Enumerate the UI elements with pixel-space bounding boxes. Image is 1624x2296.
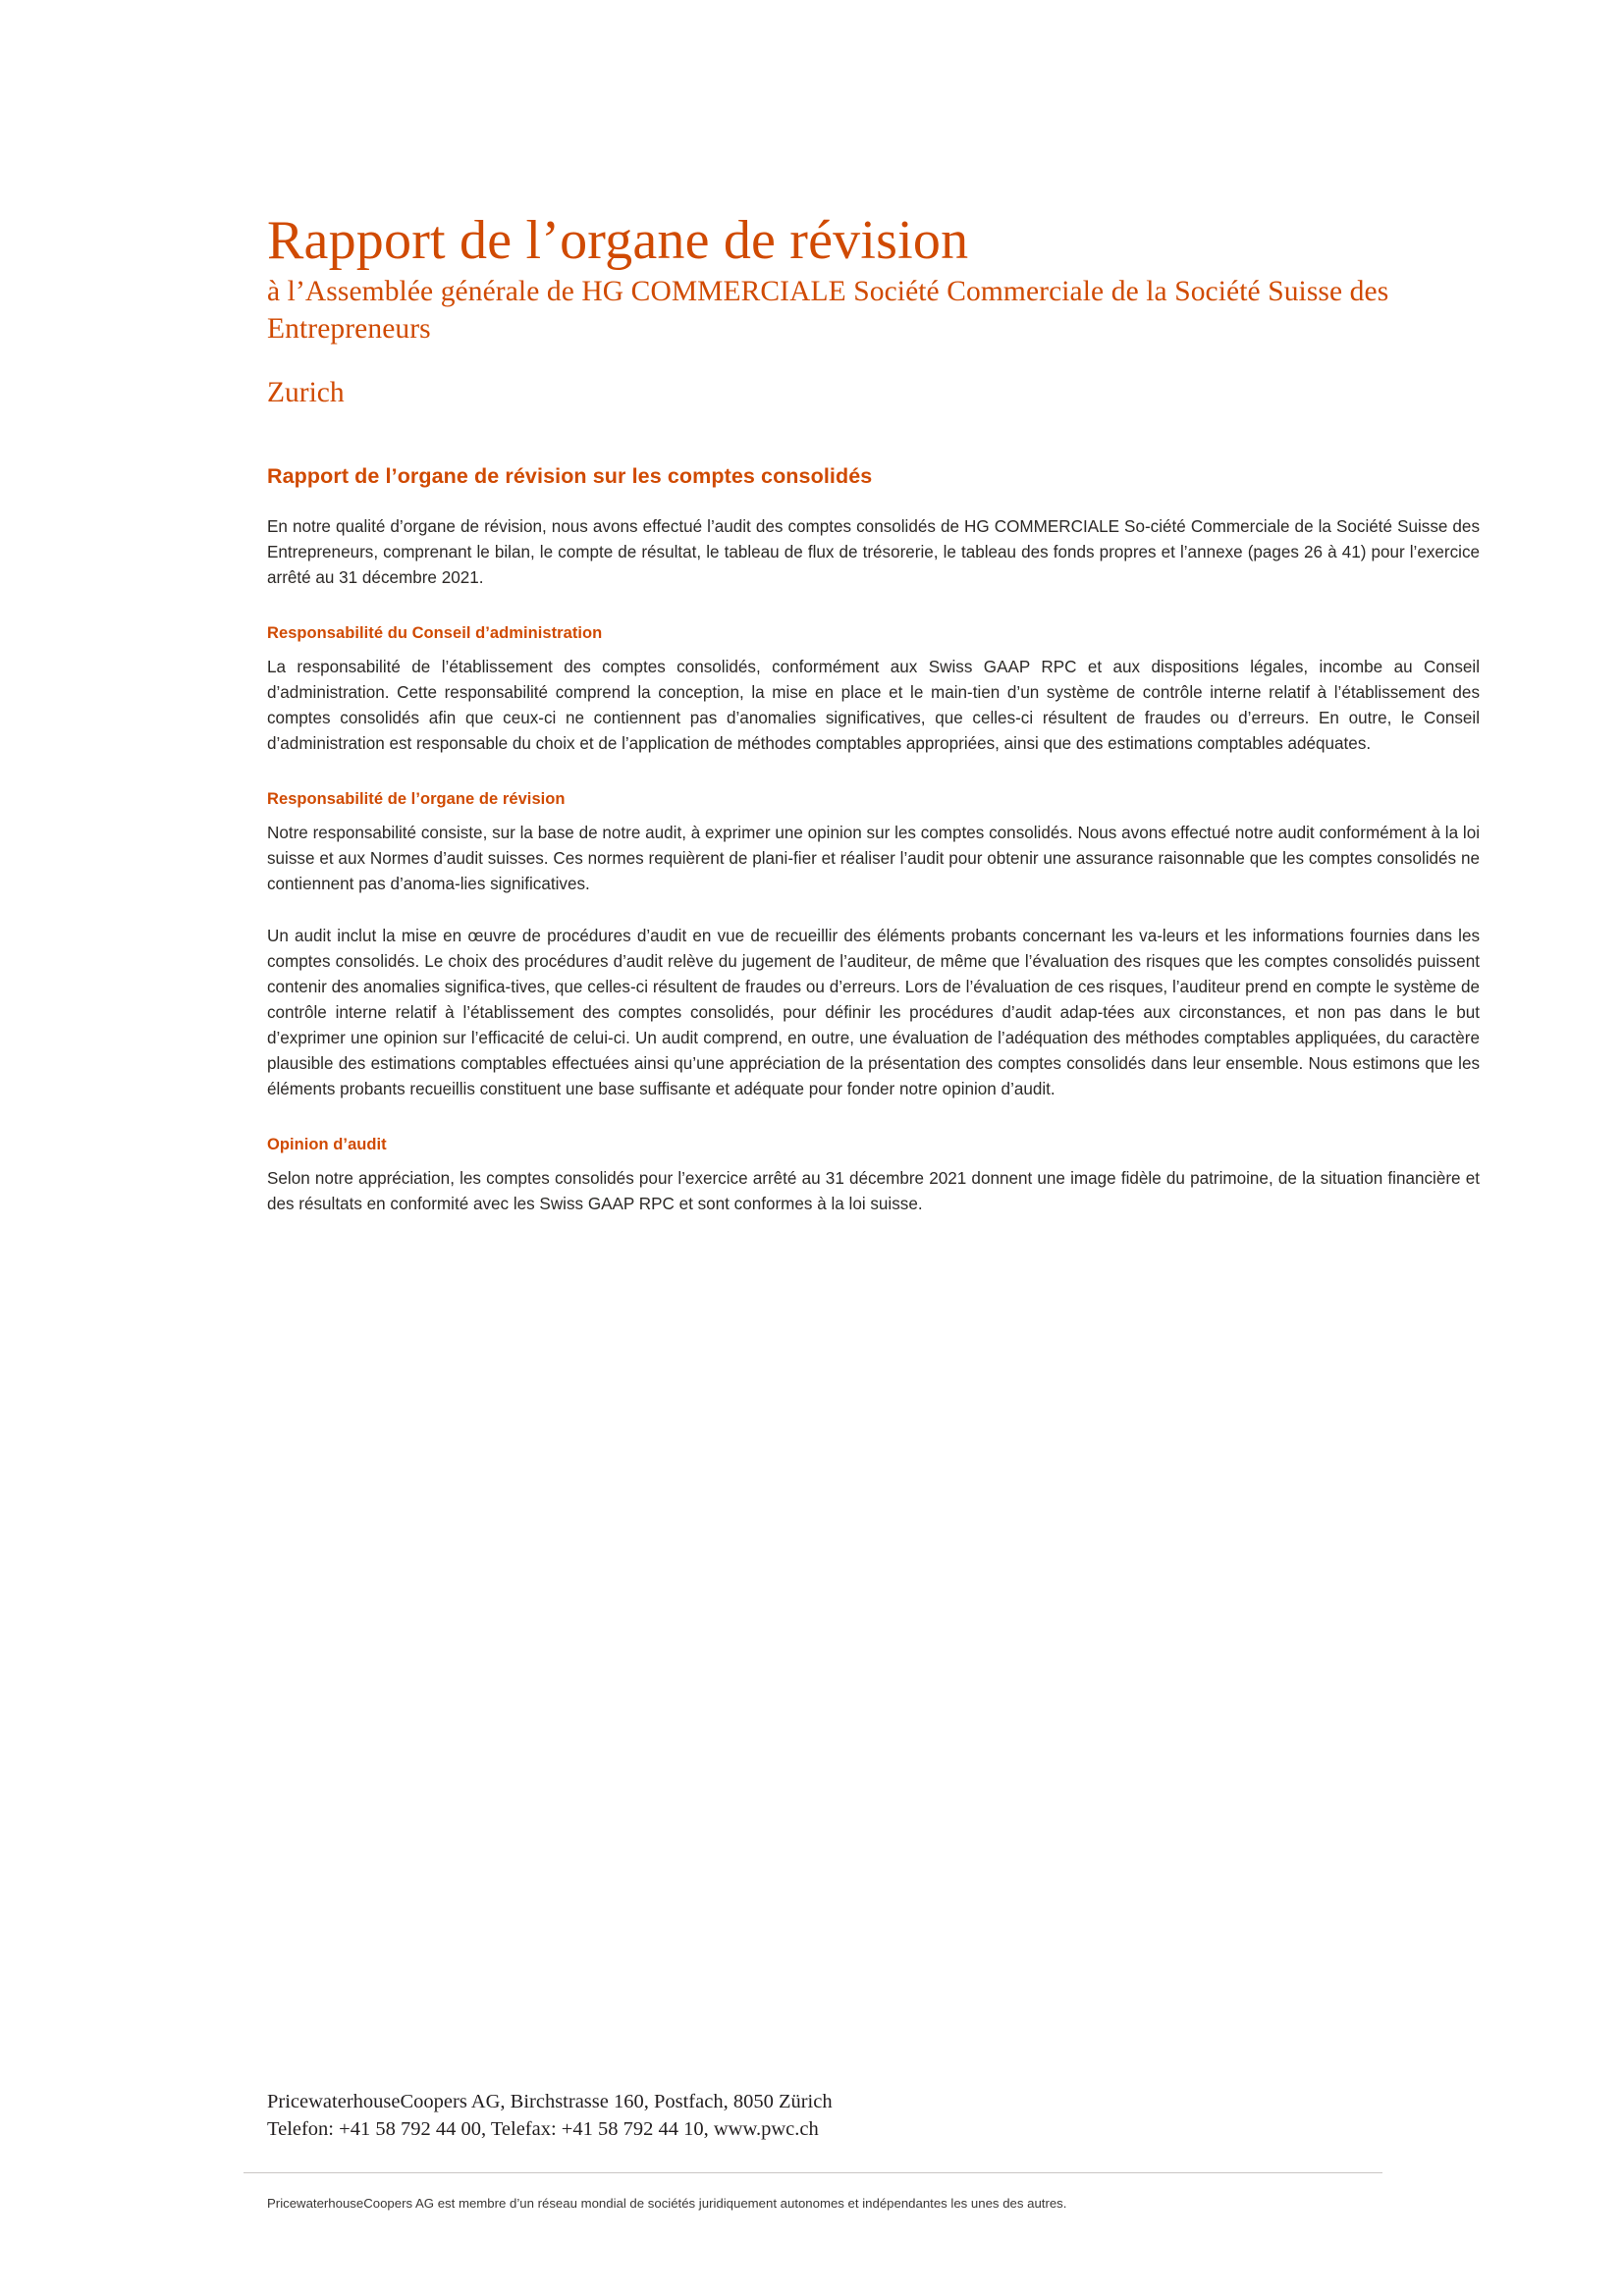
paragraph-responsabilite-organe-1: Notre responsabilité consiste, sur la base de notre audit, à exprimer une opinion sur les comptes consolidés. Nous avons effectué notre audit conformément à la loi suisse et aux Normes d’audit suisses. Ces normes requièrent de plani-fier et réaliser l’audit pour obtenir une assurance raisonnable que les comptes consolidés ne contiennent pas d’anoma-lies significatives. (267, 824, 1480, 894)
footer-network-note: PricewaterhouseCoopers AG est membre d’un réseau mondial de sociétés juridiquement autonomes et indépendantes les unes des autres. (267, 2196, 1067, 2211)
paragraph-responsabilite-conseil-1: La responsabilité de l’établissement des comptes consolidés, conformément aux Swiss GAAP RPC et aux dispositions légales, incombe au Conseil d’administration. Cette responsabilité comprend la conception, la mise en place et le main-tien d’un système de contrôle interne relatif à l’établissement des comptes consolidés afin que ceux-ci ne contiennent pas d’anomalies significatives, que celles-ci résultent de fraudes ou d’erreurs. En outre, le Conseil d’administration est responsable du choix et de l’application de méthodes comptables appropriées, ainsi que des estimations comptables adéquates. (267, 658, 1480, 754)
footer-address-line-1: PricewaterhouseCoopers AG, Birchstrasse 160, Postfach, 8050 Zürich (267, 2091, 833, 2112)
paragraph-opinion-audit-1: Selon notre appréciation, les comptes consolidés pour l’exercice arrêté au 31 décembre 2021 donnent une image fidèle du patrimoine, de la situation financière et des résultats en conformité avec les Swiss GAAP RPC et sont conformes à la loi suisse. (267, 1168, 1480, 1213)
footer-divider (244, 2172, 1382, 2173)
section-intro-paragraph: En notre qualité d’organe de révision, nous avons effectué l’audit des comptes consolidés de HG COMMERCIALE So-ciété Commerciale de la Société Suisse des Entrepreneurs, comprenant le bilan, le compte de résultat, le tableau de flux de trésorerie, le tableau des fonds propres et l’annexe (pages 26 à 41) pour l’exercice arrêté au 31 décembre 2021. (267, 517, 1480, 588)
footer-address-block (267, 2089, 1485, 2143)
subheading-responsabilite-conseil: Responsabilité du Conseil d’administration (267, 624, 603, 643)
page-title: Rapport de l’organe de révision (267, 210, 969, 271)
subheading-responsabilite-organe: Responsabilité de l’organe de révision (267, 790, 566, 809)
paragraph-responsabilite-organe-2: Un audit inclut la mise en œuvre de procédures d’audit en vue de recueillir des éléments probants concernant les va-leurs et les informations fournies dans les comptes consolidés. Le choix des procédures d’audit relève du jugement de l’auditeur, de même que l’évaluation des risques que les comptes consolidés puissent contenir des anomalies significa-tives, que celles-ci résultent de fraudes ou d’erreurs. Lors de l’évaluation de ces risques, l’auditeur prend en compte le système de contrôle interne relatif à l’établissement des comptes consolidés, pour définir les procédures d’audit adap-tées aux circonstances, et non pas dans le but d’exprimer une opinion sur l’efficacité de celui-ci. Un audit comprend, en outre, une évaluation de l’adéquation des méthodes comptables appliquées, du caractère plausible des estimations comptables effectuées ainsi qu’une appréciation de la présentation des comptes consolidés dans leur ensemble. Nous estimons que les éléments probants recueillis constituent une base suffisante et adéquate pour fonder notre opinion d’audit. (267, 927, 1480, 1098)
document-content (267, 211, 1480, 1217)
document-place: Zurich (267, 376, 345, 408)
section-heading-report: Rapport de l’organe de révision sur les comptes consolidés (267, 464, 873, 489)
subheading-opinion-audit: Opinion d’audit (267, 1135, 387, 1153)
footer-address-line-2: Telefon: +41 58 792 44 00, Telefax: +41 58 792 44 10, www.pwc.ch (267, 2117, 819, 2140)
page-subtitle: à l’Assemblée générale de HG COMMERCIALE Société Commerciale de la Société Suisse des Entrepreneurs (267, 276, 1389, 346)
